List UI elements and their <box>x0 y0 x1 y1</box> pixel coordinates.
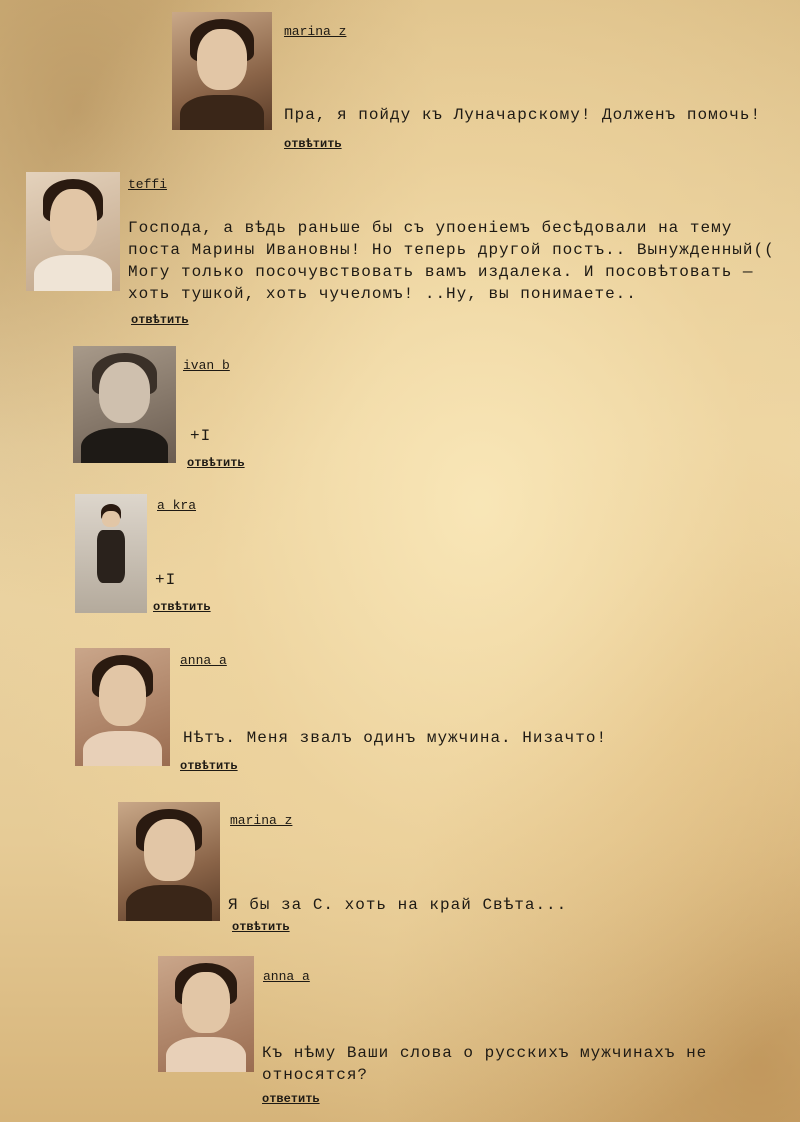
reply-link[interactable]: отвѣтить <box>284 137 342 151</box>
comment-text: Къ нѣму Ваши слова о русскихъ мужчинахъ не относятся? <box>262 1044 718 1084</box>
comment-text: Нѣтъ. Меня звалъ одинъ мужчина. Низачто! <box>183 729 608 747</box>
reply-link[interactable]: отвѣтить <box>180 759 238 773</box>
reply-link[interactable]: отвѣтить <box>131 313 189 327</box>
avatar[interactable] <box>75 648 170 766</box>
comment-text: +I <box>155 571 177 589</box>
avatar[interactable] <box>172 12 272 130</box>
username-link[interactable]: marina_z <box>230 813 293 828</box>
username-link[interactable]: a_kra <box>157 498 197 513</box>
username-link[interactable]: anna_a <box>180 653 227 668</box>
comment-text: +I <box>190 427 212 445</box>
username-link[interactable]: anna_a <box>263 969 310 984</box>
avatar[interactable] <box>118 802 220 921</box>
avatar[interactable] <box>26 172 120 291</box>
avatar[interactable] <box>73 346 176 463</box>
username-link[interactable]: teffi <box>128 177 168 192</box>
comment-text: Пра, я пойду къ Луначарскому! Долженъ помочь! <box>284 106 762 124</box>
reply-link[interactable]: отвѣтить <box>153 600 211 614</box>
comment-text: Господа, а вѣдь раньше бы съ упоенiемъ бесѣдовали на тему поста Марины Ивановны! Но теперь другой постъ.. Вынужденный(( Могу только посочувствовать вамъ издалека. И посовѣтовать — хоть тушкой, хоть чучеломъ! ..Ну, вы понимаете.. <box>128 219 786 303</box>
username-link[interactable]: ivan_b <box>183 358 230 373</box>
reply-link[interactable]: отвѣтить <box>232 920 290 934</box>
reply-link[interactable]: ответить <box>262 1092 320 1106</box>
reply-link[interactable]: отвѣтить <box>187 456 245 470</box>
comment-text: Я бы за С. хоть на край Свѣта... <box>228 896 568 914</box>
avatar[interactable] <box>75 494 147 613</box>
avatar[interactable] <box>158 956 254 1072</box>
username-link[interactable]: marina_z <box>284 24 347 39</box>
